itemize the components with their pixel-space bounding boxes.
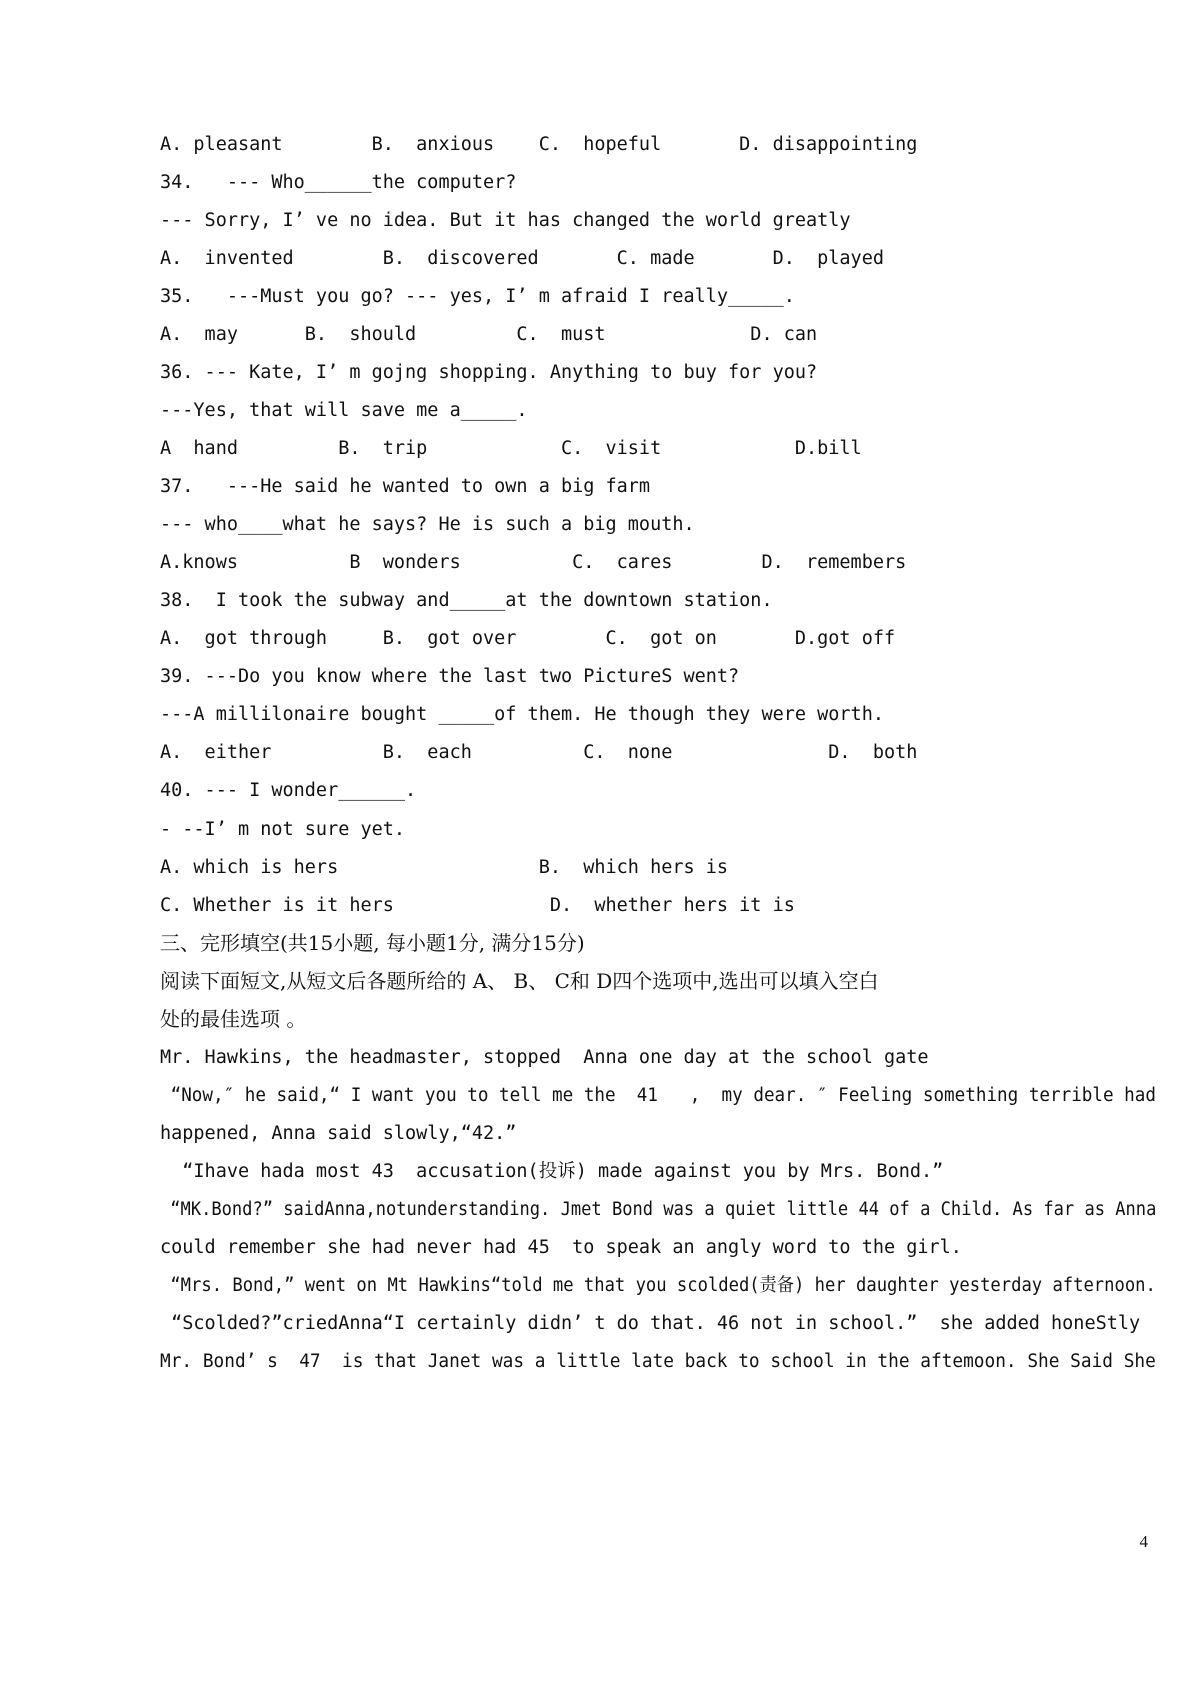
q37-prompt: 37. ---He said he wanted to own a big farm bbox=[160, 476, 651, 497]
q35-options: A. may B. should C. must D. can bbox=[160, 324, 818, 345]
passage-line: “Mrs. Bond,” went on Mt Hawkins“told me that you scolded(责备) her daughter yesterday afternoon. bbox=[160, 1275, 1156, 1296]
passage-line: “MK.Bond?” saidAnna,notunderstanding. Jmet Bond was a quiet little 44 of a Child. As far as Anna bbox=[160, 1199, 1157, 1220]
q33-options: A. pleasant B. anxious C. hopeful D. disappointing bbox=[160, 134, 918, 155]
q39-prompt: 39. ---Do you know where the last two PictureS went? bbox=[160, 666, 740, 687]
q36-options: A hand B. trip C. visit D.bill bbox=[160, 438, 862, 459]
q37-options: A.knows B wonders C. cares D. remembers bbox=[160, 552, 907, 573]
q40-options-cd: C. Whether is it hers D. whether hers it is bbox=[160, 895, 795, 916]
passage-line: Mr. Hawkins, the headmaster, stopped Anna one day at the school gate bbox=[160, 1047, 929, 1068]
q38-prompt: 38. I took the subway and_____at the downtown station. bbox=[160, 590, 773, 611]
passage-line: happened, Anna said slowly,“42.” bbox=[160, 1123, 517, 1144]
q36-prompt: 36. --- Kate, I’ m gojng shopping. Anything to buy for you? bbox=[160, 362, 818, 383]
q39-options: A. either B. each C. none D. both bbox=[160, 742, 918, 763]
passage-line: Mr. Bond’ s 47 is that Janet was a little late back to school in the aftemoon. She Said She bbox=[160, 1351, 1156, 1372]
passage-line: “Scolded?”criedAnna“I certainly didn’ t do that. 46 not in school.” she added honeStly bbox=[160, 1313, 1141, 1334]
q40-options-ab: A. which is hers B. which hers is bbox=[160, 857, 729, 878]
section-instruction: 阅读下面短文,从短文后各题所给的 A、 B、 C和 D四个选项中,选出可以填入空白 bbox=[160, 969, 879, 993]
passage-line: “Now,″ he said,“ I want you to tell me the 41 , my dear. ″ Feeling something terrible had bbox=[160, 1085, 1156, 1106]
q39-reply: ---A millilonaire bought _____of them. He though they were worth. bbox=[160, 704, 884, 725]
passage-line: “Ihave hada most 43 accusation(投诉) made against you by Mrs. Bond.” bbox=[160, 1161, 944, 1182]
q40-reply: - --I’ m not sure yet. bbox=[160, 819, 406, 840]
passage-line: could remember she had never had 45 to speak an angly word to the girl. bbox=[160, 1237, 962, 1258]
section-heading: 三、完形填空(共15小题, 每小题1分, 满分15分) bbox=[160, 931, 585, 955]
q36-reply: ---Yes, that will save me a_____. bbox=[160, 400, 528, 421]
q35-prompt: 35. ---Must you go? --- yes, I’ m afraid I really_____. bbox=[160, 286, 795, 307]
q34-reply: --- Sorry, I’ ve no idea. But it has changed the world greatly bbox=[160, 210, 851, 231]
q34-options: A. invented B. discovered C. made D. played bbox=[160, 248, 884, 269]
q40-prompt: 40. --- I wonder______. bbox=[160, 780, 417, 801]
q37-reply: --- who____what he says? He is such a big mouth. bbox=[160, 514, 695, 535]
q38-options: A. got through B. got over C. got on D.got off bbox=[160, 628, 896, 649]
q34-prompt: 34. --- Who______the computer? bbox=[160, 172, 517, 193]
section-instruction-cont: 处的最佳选项 。 bbox=[160, 1007, 307, 1031]
page-number: 4 bbox=[1139, 1532, 1148, 1551]
